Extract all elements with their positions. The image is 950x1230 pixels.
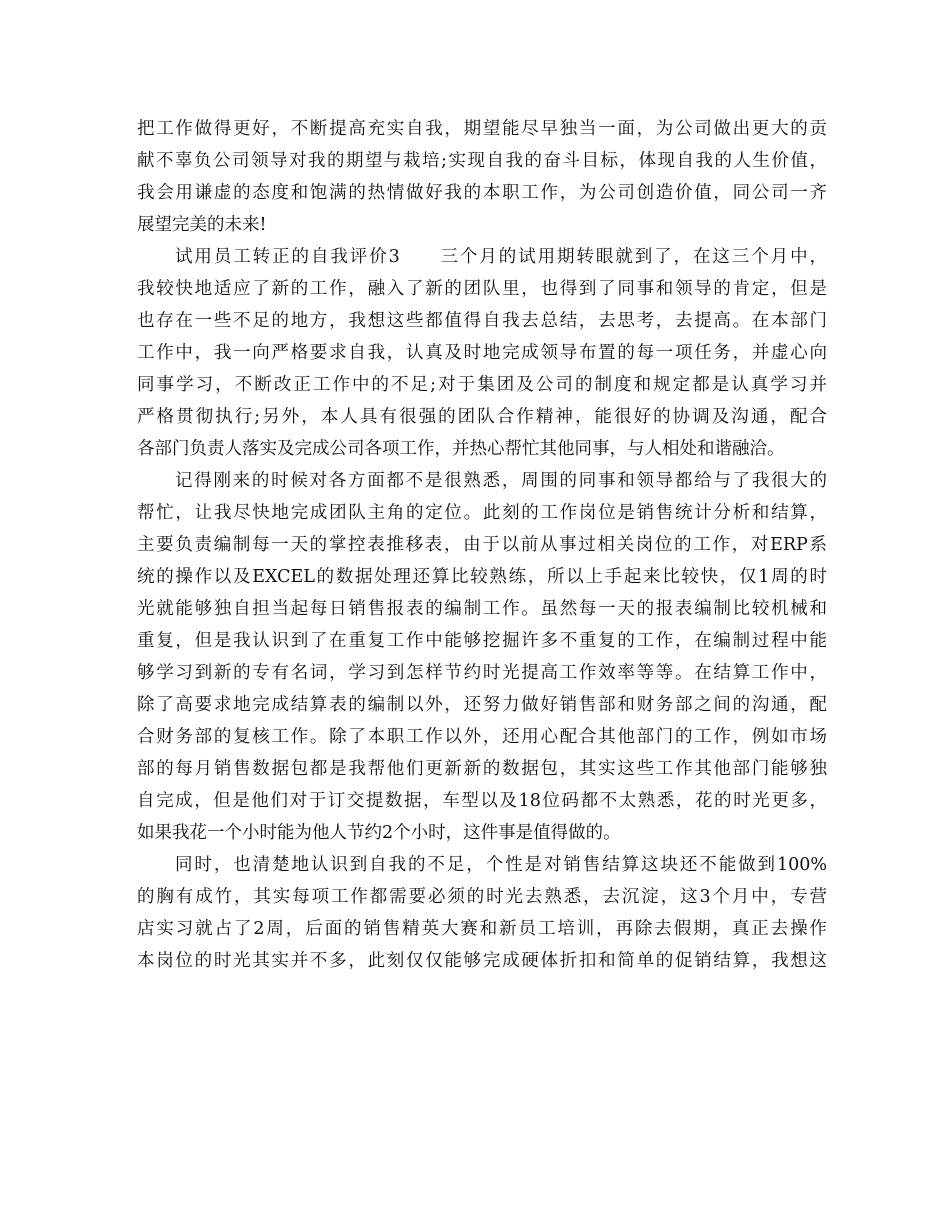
text-line: 记得刚来的时候对各方面都不是很熟悉，周围的同事和领导都给与了我很大的 [175, 471, 827, 491]
text-line: 重复，但是我认识到了在重复工作中能够挖掘许多不重复的工作，在编制过程中能 [137, 631, 827, 651]
text-line: 合财务部的复核工作。除了本职工作以外，还用心配合其他部门的工作，例如市场 [137, 727, 827, 747]
text-line: 够学习到新的专有名词，学习到怎样节约时光提高工作效率等等。在结算工作中， [137, 663, 827, 683]
text-line: 同时，也清楚地认识到自我的不足，个性是对销售结算这块还不能做到100% [175, 855, 827, 875]
text-line: 如果我花一个小时能为他人节约2个小时，这件事是值得做的。 [137, 823, 621, 843]
text-line: 的胸有成竹，其实每项工作都需要必须的时光去熟悉，去沉淀，这3个月中，专营 [137, 887, 827, 907]
text-line: 献不辜负公司领导对我的期望与栽培;实现自我的奋斗目标，体现自我的人生价值， [137, 151, 827, 171]
text-line: 把工作做得更好，不断提高充实自我，期望能尽早独当一面，为公司做出更大的贡 [137, 119, 827, 139]
text-line: 统的操作以及EXCEL的数据处理还算比较熟练，所以上手起来比较快，仅1周的时 [137, 567, 827, 587]
text-line: 主要负责编制每一天的掌控表推移表，由于以前从事过相关岗位的工作，对ERP系 [137, 535, 827, 555]
text-line: 本岗位的时光其实并不多，此刻仅仅能够完成硬体折扣和简单的促销结算，我想这 [137, 951, 827, 971]
text-line: 展望完美的未来! [137, 215, 267, 235]
text-line: 除了高要求地完成结算表的编制以外，还努力做好销售部和财务部之间的沟通，配 [137, 695, 827, 715]
text-line: 试用员工转正的自我评价3 三个月的试用期转眼就到了，在这三个月中， [175, 247, 827, 267]
text-line: 我会用谦虚的态度和饱满的热情做好我的本职工作，为公司创造价值，同公司一齐 [137, 183, 827, 203]
text-line: 店实习就占了2周，后面的销售精英大赛和新员工培训，再除去假期，真正去操作 [137, 919, 827, 939]
text-line: 同事学习，不断改正工作中的不足;对于集团及公司的制度和规定都是认真学习并 [137, 375, 827, 395]
text-line: 工作中，我一向严格要求自我，认真及时地完成领导布置的每一项任务，并虚心向 [137, 343, 827, 363]
text-line: 也存在一些不足的地方，我想这些都值得自我去总结，去思考，去提高。在本部门 [137, 311, 827, 331]
text-line: 光就能够独自担当起每日销售报表的编制工作。虽然每一天的报表编制比较机械和 [137, 599, 827, 619]
text-line: 各部门负责人落实及完成公司各项工作，并热心帮忙其他同事，与人相处和谐融洽。 [137, 439, 785, 459]
text-line: 部的每月销售数据包都是我帮他们更新新的数据包，其实这些工作其他部门能够独 [137, 759, 827, 779]
text-line: 自完成，但是他们对于订交提数据，车型以及18位码都不太熟悉，花的时光更多， [137, 791, 827, 811]
text-line: 帮忙，让我尽快地完成团队主角的定位。此刻的工作岗位是销售统计分析和结算， [137, 503, 827, 523]
text-line: 我较快地适应了新的工作，融入了新的团队里，也得到了同事和领导的肯定，但是 [137, 279, 827, 299]
text-line: 严格贯彻执行;另外，本人具有很强的团队合作精神，能很好的协调及沟通，配合 [137, 407, 827, 427]
